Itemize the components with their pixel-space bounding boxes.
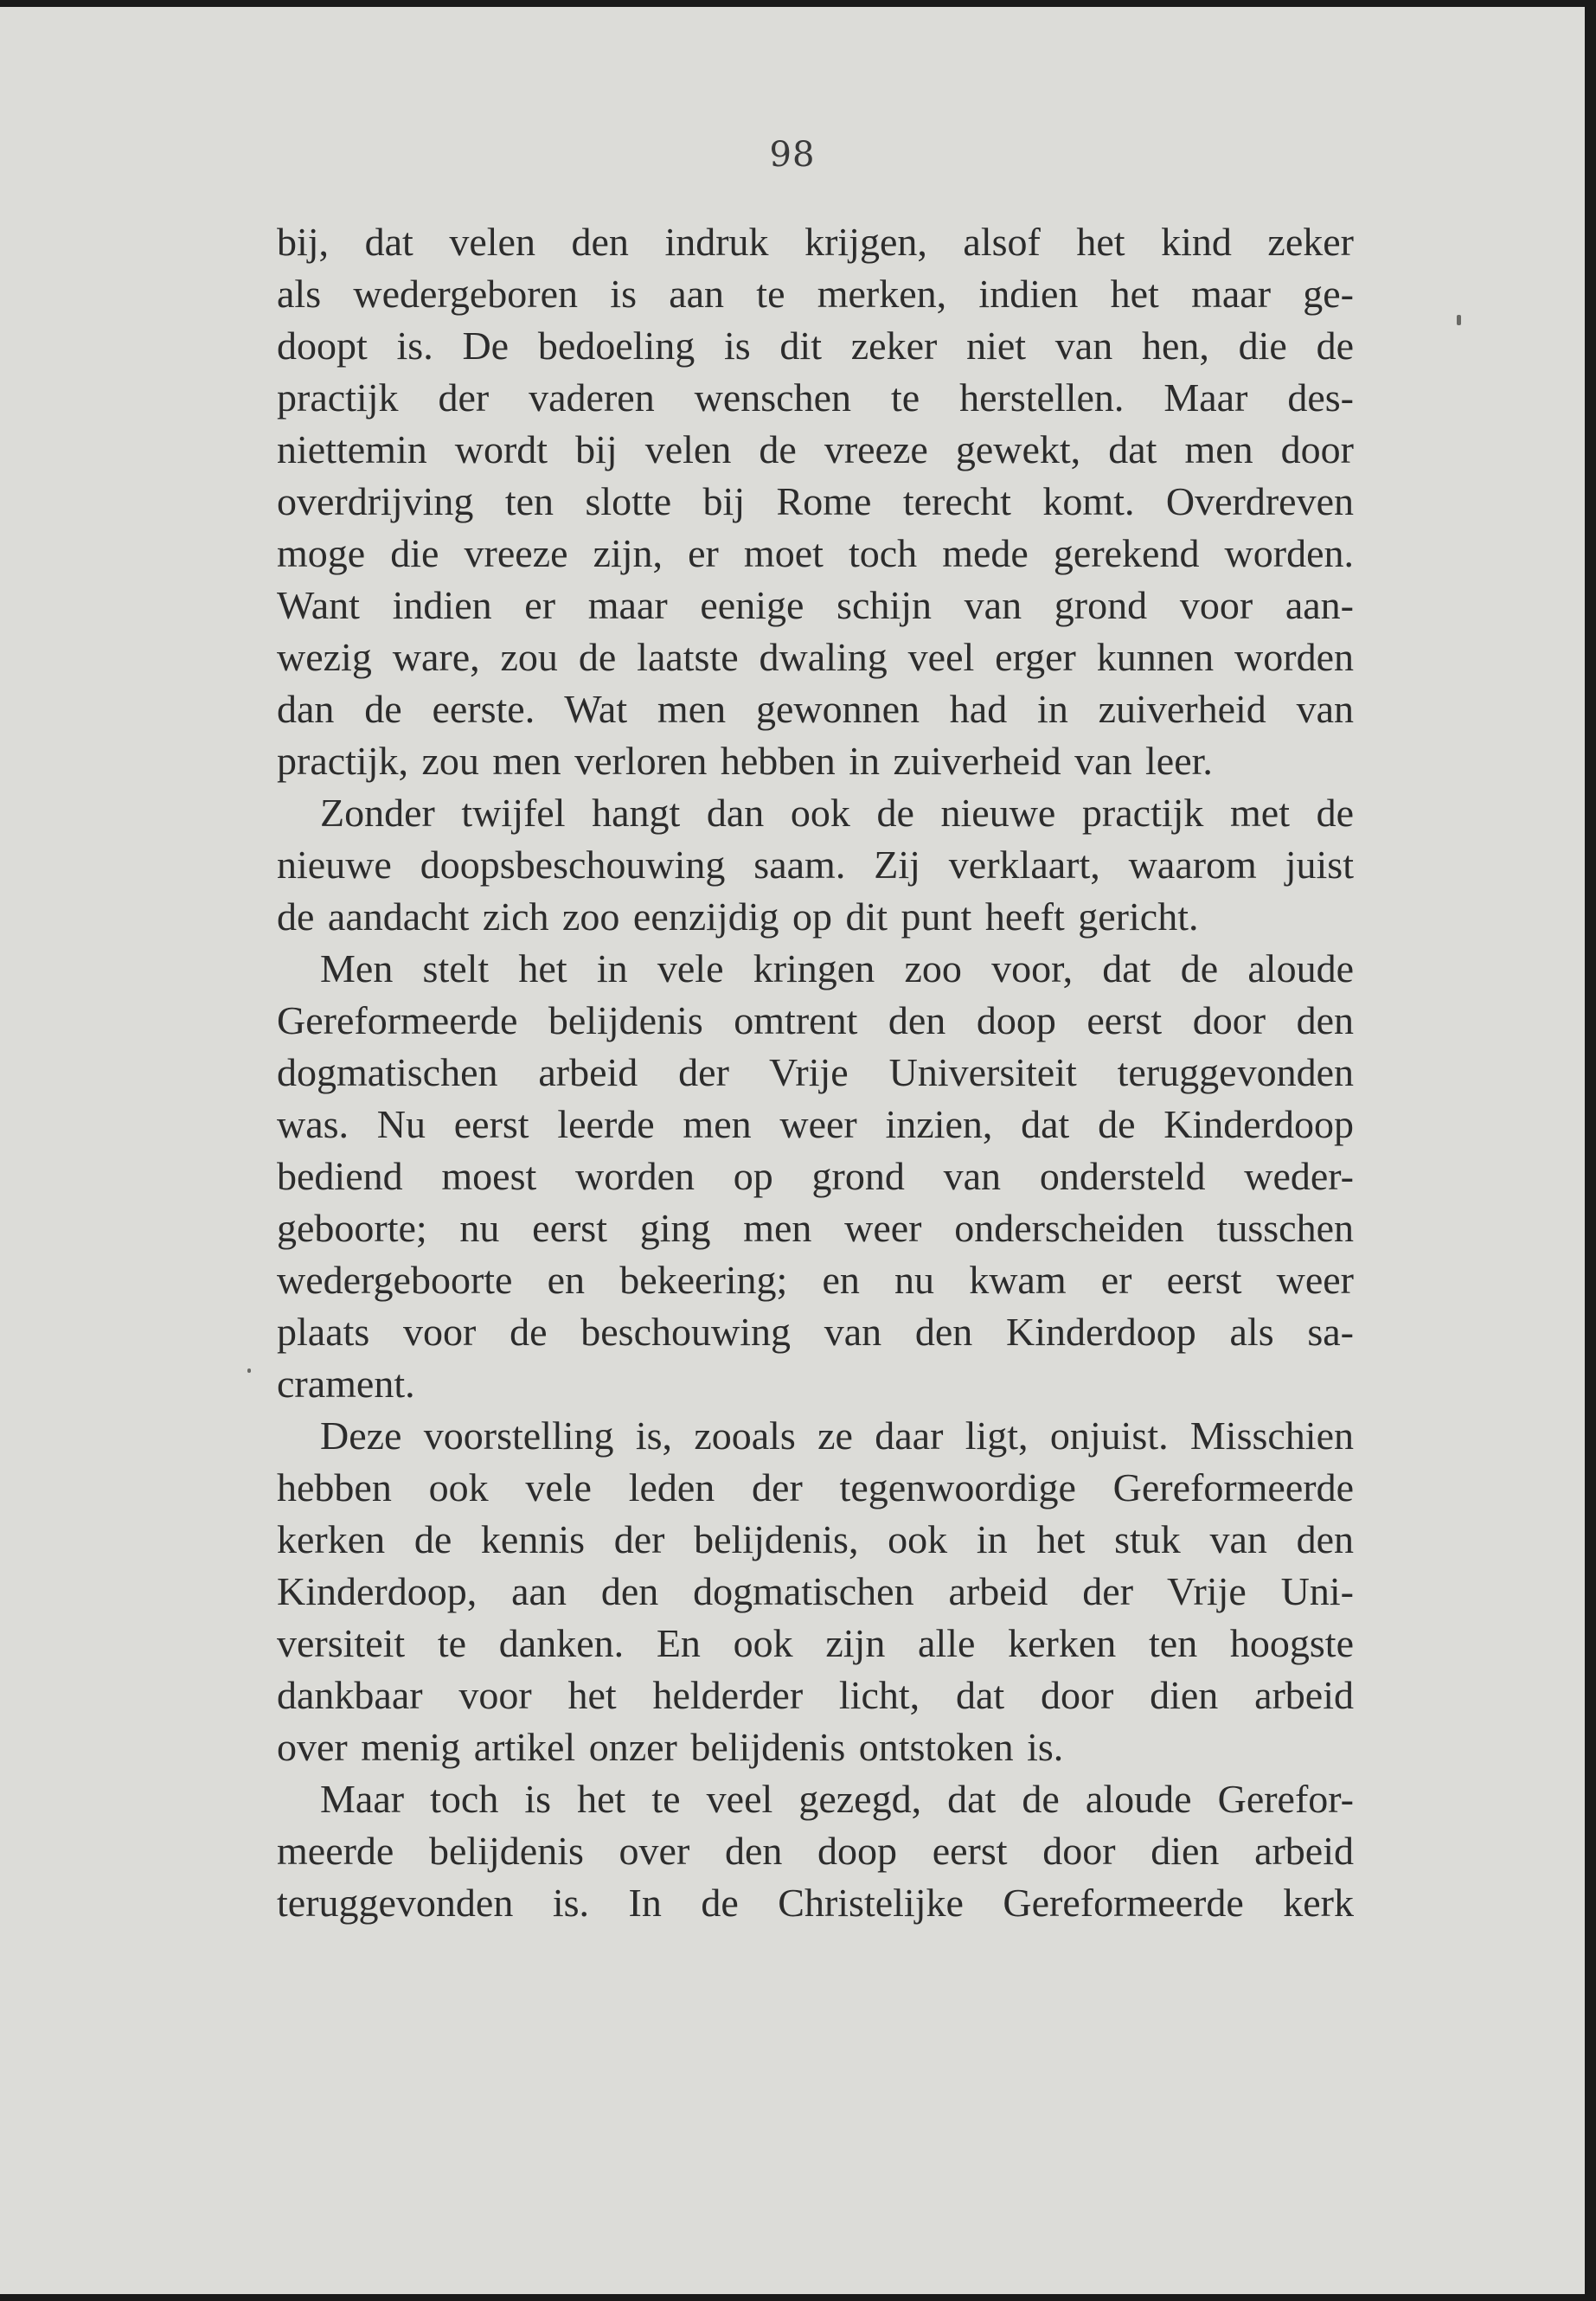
text-line: teruggevonden is. In de Christelijke Gereformeerde kerk	[277, 1881, 1354, 1925]
text-line: plaats voor de beschouwing van den Kinderdoop als sa-	[277, 1310, 1354, 1354]
page-number: 98	[769, 135, 816, 175]
text-line: kerken de kennis der belijdenis, ook in het stuk van den	[277, 1517, 1354, 1561]
paragraph-start-line: Maar toch is het te veel gezegd, dat de aloude Gerefor-	[320, 1777, 1354, 1821]
text-line: doopt is. De bedoeling is dit zeker niet van hen, die de	[277, 324, 1354, 368]
text-line: meerde belijdenis over den doop eerst door dien arbeid	[277, 1829, 1354, 1873]
text-line: Kinderdoop, aan den dogmatischen arbeid der Vrije Uni-	[277, 1569, 1354, 1613]
text-line: was. Nu eerst leerde men weer inzien, dat de Kinderdoop	[277, 1102, 1354, 1146]
text-line: hebben ook vele leden der tegenwoordige Gereformeerde	[277, 1465, 1354, 1509]
text-line: bij, dat velen den indruk krijgen, alsof het kind zeker	[277, 220, 1354, 264]
text-line: practijk der vaderen wenschen te herstellen. Maar des-	[277, 375, 1354, 420]
text-line: dogmatischen arbeid der Vrije Universiteit teruggevonden	[277, 1050, 1354, 1094]
text-line: crament.	[277, 1362, 415, 1406]
text-line: nieuwe doopsbeschouwing saam. Zij verklaart, waarom juist	[277, 843, 1354, 887]
text-line: versiteit te danken. En ook zijn alle kerken ten hoogste	[277, 1621, 1354, 1665]
body-text	[277, 216, 1354, 1929]
book-page	[0, 7, 1585, 2294]
paper-speck	[1457, 315, 1461, 325]
text-line: over menig artikel onzer belijdenis ontstoken is.	[277, 1725, 1064, 1769]
text-line: als wedergeboren is aan te merken, indien het maar ge-	[277, 272, 1354, 316]
text-line: wedergeboorte en bekeering; en nu kwam er eerst weer	[277, 1258, 1354, 1302]
text-line: moge die vreeze zijn, er moet toch mede gerekend worden.	[277, 531, 1354, 575]
text-line: Want indien er maar eenige schijn van grond voor aan-	[277, 583, 1354, 627]
text-line: overdrijving ten slotte bij Rome terecht komt. Overdreven	[277, 479, 1354, 523]
paragraph-start-line: Men stelt het in vele kringen zoo voor, dat de aloude	[320, 946, 1354, 990]
paragraph-start-line: Deze voorstelling is, zooals ze daar ligt, onjuist. Misschien	[320, 1413, 1354, 1458]
text-line: dan de eerste. Wat men gewonnen had in zuiverheid van	[277, 687, 1354, 731]
text-line: bediend moest worden op grond van ondersteld weder-	[277, 1154, 1354, 1198]
text-line: dankbaar voor het helderder licht, dat door dien arbeid	[277, 1673, 1354, 1717]
text-line: Gereformeerde belijdenis omtrent den doop eerst door den	[277, 998, 1354, 1042]
paragraph-start-line: Zonder twijfel hangt dan ook de nieuwe practijk met de	[320, 791, 1354, 835]
text-line: niettemin wordt bij velen de vreeze gewekt, dat men door	[277, 427, 1354, 471]
paper-speck	[247, 1368, 251, 1373]
text-line: geboorte; nu eerst ging men weer onderscheiden tusschen	[277, 1206, 1354, 1250]
text-line: wezig ware, zou de laatste dwaling veel erger kunnen worden	[277, 635, 1354, 679]
text-line: practijk, zou men verloren hebben in zuiverheid van leer.	[277, 739, 1213, 783]
text-line: de aandacht zich zoo eenzijdig op dit punt heeft gericht.	[277, 894, 1199, 939]
